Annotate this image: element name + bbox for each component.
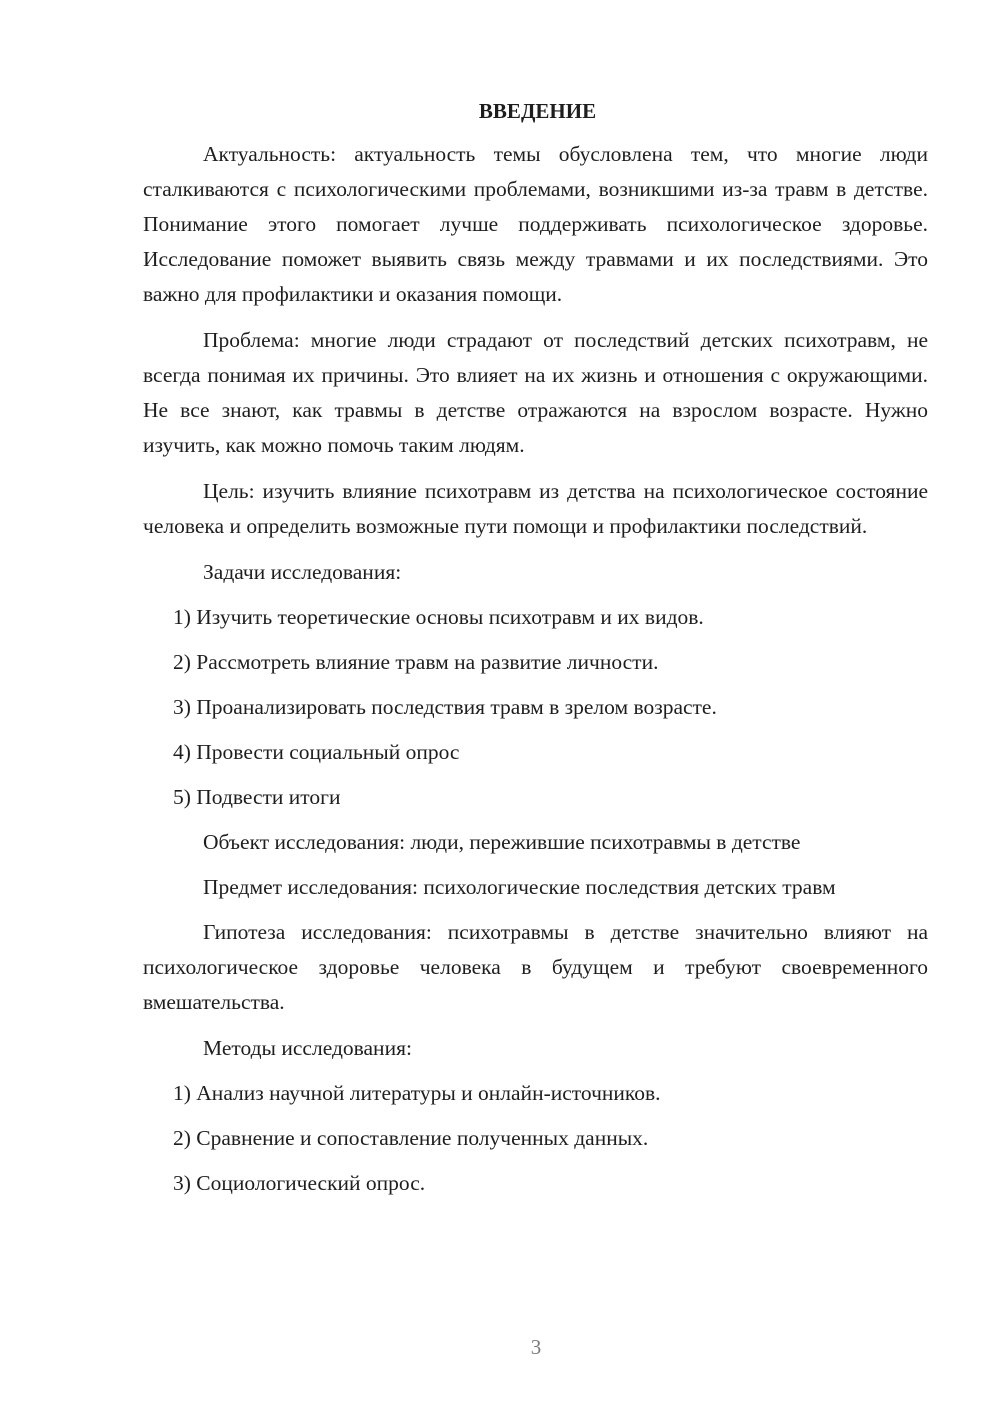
goal-paragraph: Цель: изучить влияние психотравм из детства на психологическое состояние человека и определить возможные пути помощи и профилактики последствий. — [143, 479, 928, 538]
method-item: 2) Сравнение и сопоставление полученных данных. — [173, 1126, 649, 1150]
page-number: 3 — [530, 1335, 542, 1359]
task-item: 4) Провести социальный опрос — [173, 740, 460, 764]
object-line: Объект исследования: люди, пережившие психотравмы в детстве — [203, 830, 801, 854]
tasks-title: Задачи исследования: — [203, 560, 402, 584]
methods-title: Методы исследования: — [203, 1036, 412, 1060]
method-item: 1) Анализ научной литературы и онлайн-источников. — [173, 1081, 661, 1105]
task-item: 1) Изучить теоретические основы психотравм и их видов. — [173, 605, 704, 629]
section-heading: ВВЕДЕНИЕ — [478, 99, 597, 123]
hypothesis-paragraph: Гипотеза исследования: психотравмы в детстве значительно влияют на психологическое здоровье человека в будущем и требуют своевременного вмешательства. — [143, 920, 928, 1014]
document-body — [143, 94, 928, 1211]
task-item: 3) Проанализировать последствия травм в зрелом возрасте. — [173, 695, 717, 719]
subject-line: Предмет исследования: психологические последствия детских травм — [203, 875, 836, 899]
relevance-paragraph: Актуальность: актуальность темы обусловлена тем, что многие люди сталкиваются с психологическими проблемами, возникшими из-за травм в детстве. Понимание этого помогает лучше поддерживать психологическое здоровье. Исследование поможет выявить связь между травмами и их последствиями. Это важно для профилактики и оказания помощи. — [143, 142, 928, 306]
problem-paragraph: Проблема: многие люди страдают от последствий детских психотравм, не всегда понимая их причины. Это влияет на их жизнь и отношения с окружающими. Не все знают, как травмы в детстве отражаются на взрослом возрасте. Нужно изучить, как можно помочь таким людям. — [143, 328, 928, 457]
task-item: 5) Подвести итоги — [173, 785, 341, 809]
task-item: 2) Рассмотреть влияние травм на развитие личности. — [173, 650, 659, 674]
method-item: 3) Социологический опрос. — [173, 1171, 426, 1195]
